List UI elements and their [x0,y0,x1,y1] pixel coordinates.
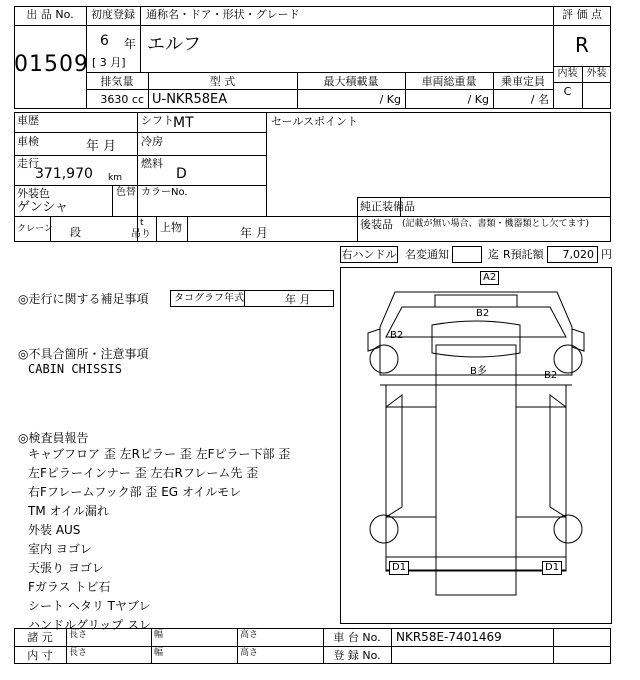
spec-height-label: 高さ [240,630,259,640]
inspector-line: Fガラス トビ石 [28,580,111,594]
fuel-value: D [176,166,187,182]
lot-number: 01509 [14,52,89,77]
recycle-label: R預託額 [503,248,544,261]
divider [14,646,611,647]
inspector-line: 天張り ヨゴレ [28,561,104,575]
genuine-equipment-label: 純正装備品 [360,200,415,213]
interior-value: C [563,85,572,98]
tacho-label: タコグラフ年式 [174,293,244,304]
inspector-line: 室内 ヨゴレ [28,542,92,556]
chassis-no-value: NKR58E-7401469 [396,630,502,644]
fuel-label: 燃料 [141,157,163,170]
cab-top-vent [435,295,517,307]
rear-right-wheel [554,515,582,543]
name-change-box [452,246,482,263]
divider [14,25,86,26]
divider [187,216,188,242]
dim-width-label: 幅 [154,648,164,658]
upper-year-month: 年 月 [240,226,268,240]
divider [14,155,266,156]
rear-left-wheel [370,515,398,543]
grade-value: R [575,33,589,57]
cargo-body [386,385,566,570]
damage-mark-d1-left: D1 [389,561,409,575]
mileage-label: 走行 [17,157,39,170]
divider [14,132,266,133]
cab-outline [380,292,572,375]
divider [244,290,245,307]
divider [237,628,238,664]
year-unit: 年 [124,37,137,51]
divider [86,89,553,90]
divider [391,628,392,664]
driving-notes-title: ◎走行に関する補足事項 [18,292,149,306]
mileage-value: 371,970 [35,166,93,182]
inspector-line: 左Fピラーインナー 歪 左右Rフレーム先 歪 [28,466,259,480]
damage-mark-b2-top: B2 [476,308,490,319]
displacement-value: 3630 cc [100,93,144,106]
right-hand-label: 右ハンドル [341,248,397,261]
color-no-label: カラーNo. [141,187,188,198]
left-mirror [368,329,380,351]
rear-bumper [386,557,566,571]
lot-label: 出 品 No. [26,8,74,21]
exterior-color-value: ゲンシャ [17,200,69,215]
exterior-color-label: 外装色 [17,187,50,200]
divider [86,25,553,26]
spec-width-label: 幅 [154,630,164,640]
upper-label: 上物 [160,221,182,234]
grade-label: 評 価 点 [562,8,602,21]
divider [14,185,266,186]
divider [357,197,611,198]
spec-length-label: 長さ [69,630,88,640]
crane-tons-unit: t [140,218,144,228]
capacity-value: / 名 [530,93,549,106]
divider [151,628,152,664]
front-left-wheel [370,345,398,373]
inspector-line: TM オイル漏れ [28,504,109,518]
divider [66,628,67,664]
divider [112,185,113,216]
dim-height-label: 高さ [240,648,259,658]
gross-weight-label: 車両総重量 [421,75,477,88]
specs-label: 諸 元 [27,631,53,644]
aftermarket-label: 後装品 [360,218,393,231]
color-swap-label: 色替 [116,187,136,198]
truck-diagram [340,267,612,624]
front-right-wheel [554,345,582,373]
registration-label: 登 録 No. [333,649,381,662]
car-name: エルフ [147,34,201,55]
sales-point-label: セールスポイント [271,115,359,128]
mileage-unit: km [108,173,122,183]
cab-roof [432,321,520,357]
year-value: 6 [100,33,109,49]
inspector-line: 右Fフレームフック部 歪 EG オイルモレ [28,485,242,499]
max-load-label: 最大積載量 [323,75,379,88]
first-reg-label: 初度登録 [91,8,135,21]
month-value: [ 3 月] [92,56,126,69]
shift-value: MT [173,115,194,131]
defects-title: ◎不具合箇所・注意事項 [18,347,149,361]
displacement-label: 排気量 [100,75,134,88]
dim-length-label: 長さ [69,648,88,658]
crane-tons: 吊り [131,229,151,240]
inspector-line: ハンドルグリップ スレ [28,618,152,632]
name-change-label: 名変通知 [405,248,449,261]
model-value: U-NKR58EA [152,92,228,107]
divider [266,112,267,216]
crane-label: クレーン [17,224,53,234]
tacho-year-month: 年 月 [285,293,311,306]
inspector-title: ◎検査員報告 [18,431,89,445]
defects-text: CABIN CHISSIS [28,362,122,376]
right-mirror [572,329,584,351]
capacity-label: 乗車定員 [501,75,545,88]
name-label: 通称名・ドア・形状・グレード [146,8,300,21]
inspector-line: キャブフロア 歪 左Rピラー 歪 左Fピラー下部 歪 [28,447,291,461]
history-label: 車歴 [17,114,39,127]
interior-label: 内装 [557,68,578,79]
damage-mark-b2-left: B2 [390,330,404,341]
divider [156,216,157,242]
inspector-line: 外装 AUS [28,523,81,537]
crane-stage: 段 [70,226,81,239]
aircon-label: 冷房 [141,135,163,148]
deadline-label: 迄 [488,248,499,261]
damage-mark-b2-right: B2 [544,370,558,381]
inspection-label: 車検 [17,135,39,148]
divider [357,197,358,242]
chassis-no-label: 車 台 No. [333,631,381,644]
dims-label: 内 寸 [27,649,53,662]
inspection-year-month: 年 月 [86,139,117,154]
gross-weight-value: / Kg [467,93,489,106]
divider [553,25,611,26]
inspector-report [28,448,290,638]
damage-mark-a2: A2 [480,271,499,285]
divider [553,628,554,664]
model-label: 型 式 [209,75,236,88]
max-load-value: / Kg [379,93,401,106]
shift-label: シフト [141,114,174,127]
divider [86,72,553,73]
divider [14,216,611,217]
exterior-label: 外装 [586,68,607,79]
inspector-line: シート ヘタリ Tヤブレ [28,599,151,613]
recycle-value: 7,020 [562,248,594,261]
damage-mark-b-many: B多 [470,366,487,377]
recycle-unit: 円 [601,248,612,261]
aftermarket-note: (記載が無い場合、書類・機器類とし欠てます) [402,219,590,229]
divider [140,6,141,72]
damage-mark-d1-right: D1 [542,561,562,575]
